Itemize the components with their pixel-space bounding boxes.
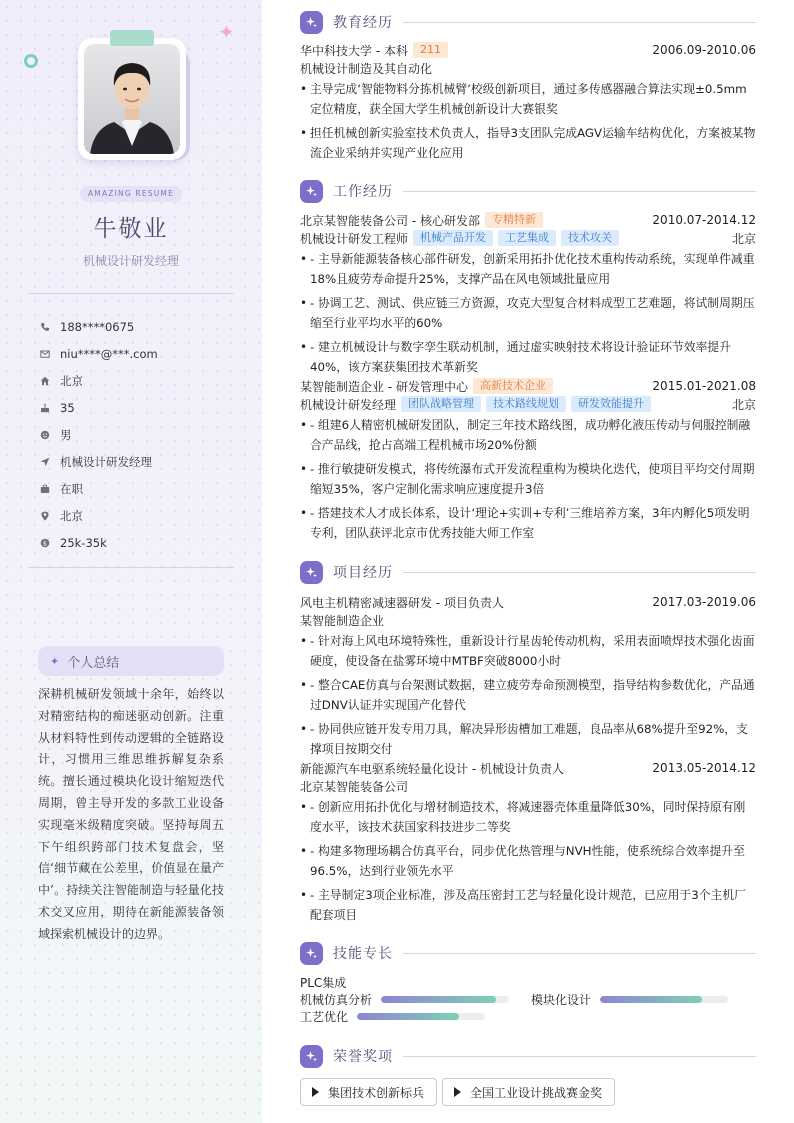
job-date: 2010.07-2014.12 bbox=[652, 213, 756, 227]
job-company: 北京某智能装备公司 - 核心研发部 bbox=[300, 213, 480, 228]
skill-tag: 研发效能提升 bbox=[571, 396, 651, 412]
avatar bbox=[84, 44, 180, 154]
contact-value: 188****0675 bbox=[60, 319, 135, 334]
section-header bbox=[300, 179, 756, 203]
job-company-row bbox=[300, 211, 756, 229]
contact-value: 在职 bbox=[60, 481, 83, 496]
section-rule bbox=[403, 953, 756, 954]
contact-value: 机械设计研发经理 bbox=[60, 454, 152, 469]
major-row bbox=[300, 59, 756, 77]
project-org: 某智能制造企业 bbox=[300, 613, 385, 628]
major-name: 机械设计制造及其自动化 bbox=[300, 61, 433, 76]
project-bullets bbox=[300, 631, 756, 759]
skill-bar-fill bbox=[357, 1013, 459, 1020]
section-header bbox=[300, 941, 756, 965]
skill-bar-fill bbox=[600, 996, 702, 1003]
contact-item-location bbox=[40, 502, 240, 529]
photo-tape bbox=[110, 30, 154, 46]
honor-chip bbox=[300, 1078, 437, 1106]
salary-icon bbox=[40, 538, 60, 548]
skill-name: 模块化设计 bbox=[531, 993, 592, 1007]
project-row bbox=[300, 759, 756, 777]
skill-bar bbox=[600, 996, 728, 1003]
skill-item bbox=[300, 974, 756, 991]
section-rule bbox=[403, 191, 756, 192]
project-bullets bbox=[300, 797, 756, 925]
job-position: 机械设计研发工程师 bbox=[300, 231, 409, 246]
play-icon bbox=[454, 1087, 461, 1097]
education-row bbox=[300, 41, 756, 59]
project-name: 风电主机精密减速器研发 - 项目负责人 bbox=[300, 595, 504, 610]
candidate-name: 牛敬业 bbox=[93, 216, 169, 242]
job-date: 2015.01-2021.08 bbox=[652, 379, 756, 393]
list-item: • 担任机械创新实验室技术负责人，指导3支团队完成AGV运输车结构优化，方案被某物流企业采纳并实现产业化应用 bbox=[300, 123, 756, 163]
contact-value: 北京 bbox=[60, 373, 83, 388]
svg-text:$: $ bbox=[42, 538, 48, 547]
company-tag: 高新技术企业 bbox=[473, 378, 553, 394]
project-row bbox=[300, 593, 756, 611]
skill-bar-fill bbox=[381, 996, 496, 1003]
send-icon bbox=[40, 457, 60, 467]
phone-icon bbox=[40, 322, 60, 332]
list-item: • - 主导制定3项企业标准，涉及高压密封工艺与轻量化设计规范，已应用于3个主机厂配套项目 bbox=[300, 885, 756, 925]
project-name: 新能源汽车电驱系统轻量化设计 - 机械设计负责人 bbox=[300, 761, 564, 776]
project-entry bbox=[300, 759, 756, 925]
skill-tag: 团队战略管理 bbox=[401, 396, 481, 412]
job-entry bbox=[300, 377, 756, 543]
gender-icon bbox=[40, 430, 60, 440]
education-entry bbox=[300, 41, 756, 163]
summary-title: 个人总结 bbox=[67, 655, 120, 671]
contact-value: 男 bbox=[60, 427, 72, 442]
education-bullets bbox=[300, 79, 756, 163]
avatar-portrait-icon bbox=[84, 44, 180, 154]
section-header bbox=[300, 10, 756, 34]
list-item: • - 主导新能源装备核心部件研发，创新采用拓扑优化技术重构传动系统，实现单件减重18%且疲劳寿命提升25%，支撑产品在风电领域批量应用 bbox=[300, 249, 756, 289]
school-tag: 211 bbox=[413, 42, 448, 58]
section-rule bbox=[403, 572, 756, 573]
project-org-row bbox=[300, 777, 756, 795]
skill-tag: 技术路线规划 bbox=[486, 396, 566, 412]
section-skills bbox=[300, 941, 756, 1025]
list-item: • - 组建6人精密机械研发团队，制定三年技术路线图，成功孵化液压传动与伺服控制融合产品线，抢占高端工程机械市场20%份额 bbox=[300, 415, 756, 455]
contact-item-home bbox=[40, 367, 240, 394]
project-entry bbox=[300, 593, 756, 759]
sparkle-icon: ✦ bbox=[50, 654, 60, 668]
skill-bar bbox=[381, 996, 509, 1003]
school-name: 华中科技大学 - 本科 bbox=[300, 43, 408, 58]
list-item: • - 搭建技术人才成长体系，设计‘理论+实训+专利’三维培养方案，3年内孵化5项发明专利，团队获评北京市优秀技能大师工作室 bbox=[300, 503, 756, 543]
contact-item-email bbox=[40, 340, 240, 367]
list-item: • - 构建多物理场耦合仿真平台，同步优化热管理与NVH性能，使系统综合效率提升至96.5%，达到行业领先水平 bbox=[300, 841, 756, 881]
section-projects bbox=[300, 560, 756, 929]
education-date: 2006.09-2010.06 bbox=[652, 43, 756, 57]
section-rule bbox=[403, 1056, 756, 1057]
job-company: 某智能制造企业 - 研发管理中心 bbox=[300, 379, 468, 394]
skill-name: 工艺优化 bbox=[300, 1010, 349, 1024]
job-entry bbox=[300, 211, 756, 377]
contact-item-gender bbox=[40, 421, 240, 448]
location-pin-icon bbox=[40, 511, 60, 521]
skill-tag: 机械产品开发 bbox=[413, 230, 493, 246]
sidebar-divider bbox=[28, 293, 234, 294]
honor-label: 集团技术创新标兵 bbox=[328, 1085, 425, 1100]
contact-item-salary bbox=[40, 529, 240, 556]
list-item: • - 建立机械设计与数字孪生联动机制，通过虚实映射技术将设计验证环节效率提升40%，该方案获集团技术革新奖 bbox=[300, 337, 756, 377]
skill-tag: 工艺集成 bbox=[498, 230, 556, 246]
job-bullets bbox=[300, 249, 756, 377]
list-item: • - 整合CAE仿真与台架测试数据，建立疲劳寿命预测模型，指导结构参数优化，产品通过DNV认证并实现国产化替代 bbox=[300, 675, 756, 715]
sparkle-icon bbox=[300, 561, 323, 584]
sparkle-icon bbox=[300, 942, 323, 965]
list-item: • - 协调工艺、测试、供应链三方资源，攻克大型复合材料成型工艺难题，将试制周期压缩至行业平均水平的60% bbox=[300, 293, 756, 333]
list-item: • - 针对海上风电环境特殊性，重新设计行星齿轮传动机构，采用表面喷焊技术强化齿面硬度，使设备在盐雾环境中MTBF突破8000小时 bbox=[300, 631, 756, 671]
contact-list bbox=[40, 313, 240, 556]
contact-item-age bbox=[40, 394, 240, 421]
project-org-row bbox=[300, 611, 756, 629]
contact-item-phone bbox=[40, 313, 240, 340]
honor-chip bbox=[442, 1078, 615, 1106]
cake-icon bbox=[40, 403, 60, 413]
list-item: • - 创新应用拓扑优化与增材制造技术，将减速器壳体重量降低30%，同时保持原有刚度水平，该技术获国家科技进步二等奖 bbox=[300, 797, 756, 837]
honor-label: 全国工业设计挑战赛金奖 bbox=[470, 1085, 603, 1100]
list-item: • - 协同供应链开发专用刀具，解决异形齿槽加工难题，良品率从68%提升至92%，支撑项目按期交付 bbox=[300, 719, 756, 759]
sparkle-icon: ✦ bbox=[218, 20, 235, 44]
skills-list bbox=[300, 974, 756, 1025]
section-rule bbox=[403, 22, 756, 23]
candidate-title: 机械设计研发经理 bbox=[82, 254, 179, 268]
skill-name: 机械仿真分析 bbox=[300, 993, 373, 1007]
skill-item-row bbox=[300, 991, 756, 1008]
job-city: 北京 bbox=[731, 397, 756, 412]
job-position: 机械设计研发经理 bbox=[300, 397, 397, 412]
email-icon bbox=[40, 349, 60, 359]
play-icon bbox=[312, 1087, 319, 1097]
section-title: 技能专长 bbox=[333, 946, 393, 962]
section-title: 工作经历 bbox=[333, 184, 393, 200]
summary-header bbox=[38, 646, 224, 676]
skill-name: PLC集成 bbox=[300, 976, 347, 990]
project-org: 北京某智能装备公司 bbox=[300, 779, 409, 794]
contact-item-status bbox=[40, 475, 240, 502]
section-honors bbox=[300, 1044, 756, 1106]
job-company-row bbox=[300, 377, 756, 395]
briefcase-icon bbox=[40, 484, 60, 494]
honors-list bbox=[300, 1078, 756, 1106]
contact-value: 25k-35k bbox=[60, 535, 107, 550]
project-date: 2013.05-2014.12 bbox=[652, 761, 756, 775]
decor-ring bbox=[24, 54, 38, 68]
resume-badge: AMAZING RESUME bbox=[80, 186, 182, 202]
section-title: 教育经历 bbox=[333, 15, 393, 31]
job-city: 北京 bbox=[731, 231, 756, 246]
contact-value: 35 bbox=[60, 400, 75, 415]
skill-tag: 技术攻关 bbox=[561, 230, 619, 246]
section-header bbox=[300, 560, 756, 584]
skill-item bbox=[300, 1008, 756, 1025]
job-position-row bbox=[300, 229, 756, 247]
project-date: 2017.03-2019.06 bbox=[652, 595, 756, 609]
company-tag: 专精特新 bbox=[485, 212, 543, 228]
job-position-row bbox=[300, 395, 756, 413]
list-item: • - 推行敏捷研发模式，将传统瀑布式开发流程重构为模块化迭代，使项目平均交付周期缩短35%，客户定制化需求响应速度提升3倍 bbox=[300, 459, 756, 499]
section-education bbox=[300, 10, 756, 167]
section-title: 荣誉奖项 bbox=[333, 1049, 393, 1065]
sparkle-icon bbox=[300, 1045, 323, 1068]
sparkle-icon bbox=[300, 11, 323, 34]
list-item: • 主导完成‘智能物料分拣机械臂’校级创新项目，通过多传感器融合算法实现±0.5mm定位精度，获全国大学生机械创新设计大赛银奖 bbox=[300, 79, 756, 119]
sidebar-divider bbox=[28, 567, 234, 568]
job-bullets bbox=[300, 415, 756, 543]
sparkle-icon bbox=[300, 180, 323, 203]
home-icon bbox=[40, 376, 60, 386]
contact-item-target bbox=[40, 448, 240, 475]
contact-value: 北京 bbox=[60, 508, 83, 523]
contact-value: niu****@***.com bbox=[60, 346, 158, 361]
section-title: 项目经历 bbox=[333, 565, 393, 581]
section-work bbox=[300, 179, 756, 547]
section-header bbox=[300, 1044, 756, 1068]
skill-bar bbox=[357, 1013, 485, 1020]
summary-text: 深耕机械研发领域十余年，始终以对精密结构的痴迷驱动创新。注重从材料特性到传动逻辑的全链路设计，习惯用三维思维拆解复杂系统。擅长通过模块化设计缩短迭代周期，曾主导开发的多款工业设备实现毫米级精度突破。坚持每周五下午组织跨部门技术复盘会，坚信‘细节藏在公差里，价值显在量产中’。持续关注智能制造与轻量化技术交叉应用，期待在新能源装备领域探索机械设计的边界。 bbox=[38, 687, 224, 941]
sidebar bbox=[0, 0, 262, 1123]
avatar-frame bbox=[78, 38, 186, 160]
